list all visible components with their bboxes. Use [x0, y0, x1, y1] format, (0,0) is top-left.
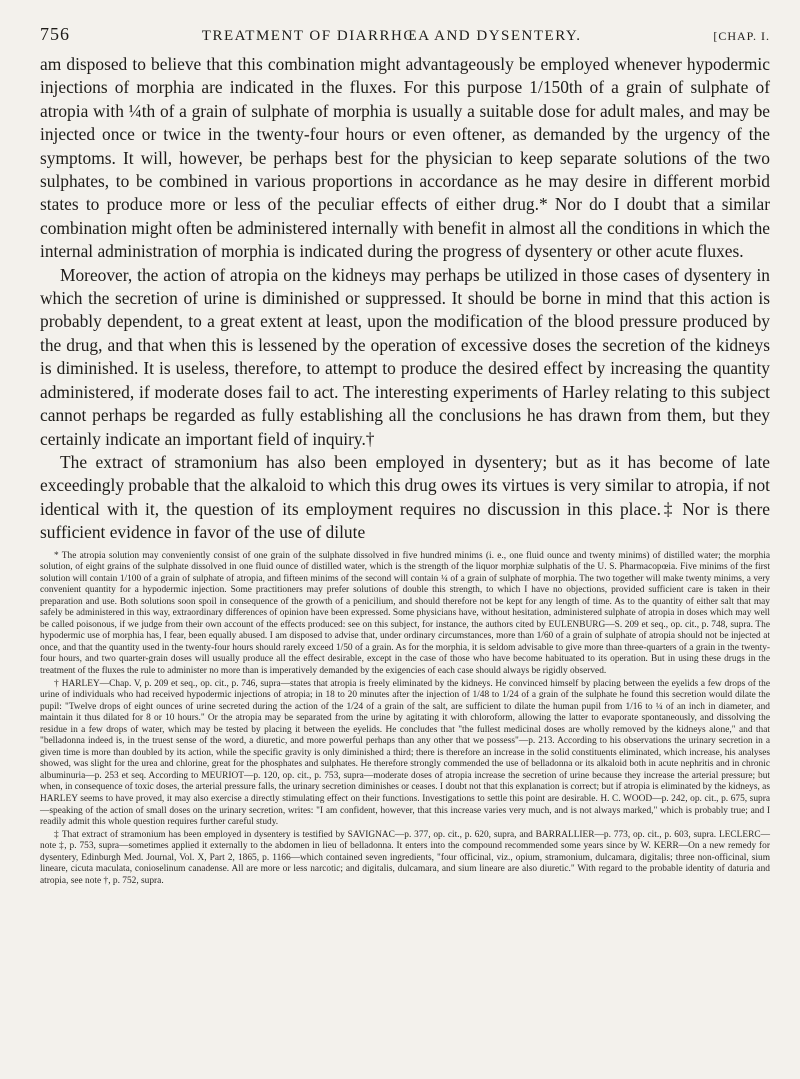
- body-text: [40, 53, 770, 545]
- footnote-harley: † HARLEY—Chap. V, p. 209 et seq., op. cit., p. 746, supra—states that atropia is freely eliminated by the kidneys. He convinced himself by placing between the eyelids a few drops of the urine of individuals who had received hypodermic injections of atropia; in 18 to 20 minutes after the injection of 1/48 to 1/24 of a grain of the sulphate he found this secretion would dilate the pupil: "Twelve drops of eight ounces of urine secreted during the action of the 1/24 of a grain of the salt, are sufficient to dilate the human pupil from 1/16 to ¼ of an inch in diameter, and maintain it thus dilated for 8 or 10 hours." Or the atropia may be separated from the urine by agitating it with chloroform, allowing the latter to evaporate spontaneously, and dissolving the residue in a few drops of water, which may be tested by placing it between the eyelids. He concludes that "the fullest medicinal doses are wholly removed by the kidneys alone," and that "belladonna indeed is, in the truest sense of the word, a diuretic, and more powerful perhaps than any other that we possess"—p. 213. According to his observations the urinary secretion in a given time is more than doubled by its action, while the specific gravity is only diminished a third; there is therefore an increase in the solid constituents eliminated, which increase, his analyses showed, was slight for the urea and chlorine, great for the phosphates and sulphates. He therefore strongly commended the use of belladonna or its alkaloid both in acute nephritis and in chronic albuminuria—p. 253 et seq. According to MEURIOT—p. 120, op. cit., p. 753, supra—moderate doses of atropia increase the secretion of urine because they increase the arterial pressure; but when, in consequence of toxic doses, the arterial pressure falls, the urinary secretion diminishes or ceases. I doubt not that this explanation is correct; but if atropia is eliminated by the kidneys, as HARLEY seems to have proved, it may also exercise a directly stimulating effect on their functions. Investigations to settle this point are desirable. H. C. WOOD—p. 242, op. cit., p. 675, supra—speaking of the action of small doses on the urinary secretion, writes: "I am confident, however, that this increase varies very much, and is not always marked," which is probably true; and I readily admit this whole question requires further careful study.: [40, 678, 770, 828]
- running-head: [40, 24, 770, 45]
- footnote-stramonium: ‡ That extract of stramonium has been employed in dysentery is testified by SAVIGNAC—p. 377, op. cit., p. 620, supra, and BARRALLIER—p. 773, op. cit., p. 603, supra. LECLERC—note ‡, p. 753, supra—sometimes applied it externally to the abdomen in lieu of belladonna. It enters into the compound recommended some years since by W. KERR—On a new remedy for dysentery, Edinburgh Med. Journal, Vol. X, Part 2, 1865, p. 1166—which contained seven ingredients, "four officinal, viz., opium, stramonium, dulcamara, digitalis; three non-officinal, sium lineare, cicuta maculata, conioselinum canadense. All are more or less narcotic; and digitalis, dulcamara, and sium lineare are also diuretic." With regard to the probable identity of daturia and atropia, see note †, p. 752, supra.: [40, 829, 770, 886]
- footnotes: [40, 551, 770, 888]
- page-number: 756: [40, 24, 70, 44]
- chapter-mark: [CHAP. I.: [713, 29, 770, 43]
- paragraph: Moreover, the action of atropia on the kidneys may perhaps be utilized in those cases of dysentery in which the secretion of urine is diminished or suppressed. It should be borne in mind that this action is probably dependent, to a great extent at least, upon the modification of the blood pressure produced by the drug, and that when this is lessened by the operation of excessive doses the secretion of the kidneys is diminished. It is useless, therefore, to attempt to produce the desired effect by increasing the quantity administered, if moderate doses fail to act. The interesting experiments of Harley relating to this subject cannot perhaps be regarded as fully establishing all the conclusions he has drawn from them, but they certainly indicate an important field of inquiry.†: [40, 264, 770, 449]
- footnote-atropia-solution: * The atropia solution may conveniently consist of one grain of the sulphate dissolved in five hundred minims (i. e., one fluid ounce and twenty minims) of distilled water; the morphia solution, of eight grains of the sulphate dissolved in one fluid ounce of distilled water, which is the strength of the liquor morphiæ sulphatis of the U. S. Pharmacopœia. Five minims of the first solution will contain 1/100 of a grain of sulphate of atropia, and fifteen minims of the second will contain ¼ of a grain of sulphate of morphia. The two together will make twenty minims, a very convenient quantity for a hypodermic injection. Some practitioners may prefer solutions of double this strength, to which I have no objections, provided sufficient care is taken in their preparation and use. Both solutions soon spoil in consequence of the growth of a penicilium, and should therefore not be kept for any length of time. As to the quantity of either salt that may safely be administered in this way, extraordinary differences of opinion have been expressed. Some physicians have, without hesitation, administered sulphate of atropia in doses which may well be called poisonous, if we judge from their own account of the effects produced: see on this subject, for instance, the authors cited by EULENBURG—S. 209 et seq., op. cit., p. 748, supra. The hypodermic use of morphia has, I fear, been equally abused. I am disposed to advise that, under ordinary circumstances, more than 1/60 of a grain of sulphate of atropia should not be injected at once, and that the quantity used in the twenty-four hours should rarely exceed 1/50 of a grain. As for the morphia, it is seldom advisable to give more than three-quarters of a grain in the twenty-four hours, and two quarter-grain doses will usually produce all the effect desirable, except in the case of those who have become habituated to its operation. But in using these drugs in the treatment of the fluxes the rule to administer no more than is imperatively demanded by the exigencies of each case should always be rigidly observed.: [40, 550, 770, 676]
- book-page: [40, 24, 770, 1074]
- paragraph: The extract of stramonium has also been employed in dysentery; but as it has become of late exceedingly probable that the alkaloid to which this drug owes its virtues is very similar to atropia, if not identical with it, the question of its employment requires no discussion in this place.‡ Nor is there sufficient evidence in favor of the use of dilute: [40, 451, 770, 543]
- paragraph: am disposed to believe that this combination might advantageously be employed whenever hypodermic injections of morphia are indicated in the fluxes. For this purpose 1/150th of a grain of sulphate of atropia with ¼th of a grain of sulphate of morphia is usually a suitable dose for adult males, and may be injected once or twice in the twenty-four hours or even oftener, as demanded by the urgency of the symptoms. It will, however, be perhaps best for the physician to keep separate solutions of the two sulphates, to be combined in various proportions in accordance as he may desire in different morbid states to produce more or less of the peculiar effects of either drug.* Nor do I doubt that a similar combination might often be administered internally with benefit in almost all the conditions in which the internal administration of morphia is indicated during the progress of dysentery or other acute fluxes.: [40, 54, 770, 262]
- running-title: TREATMENT OF DIARRHŒA AND DYSENTERY.: [201, 28, 582, 44]
